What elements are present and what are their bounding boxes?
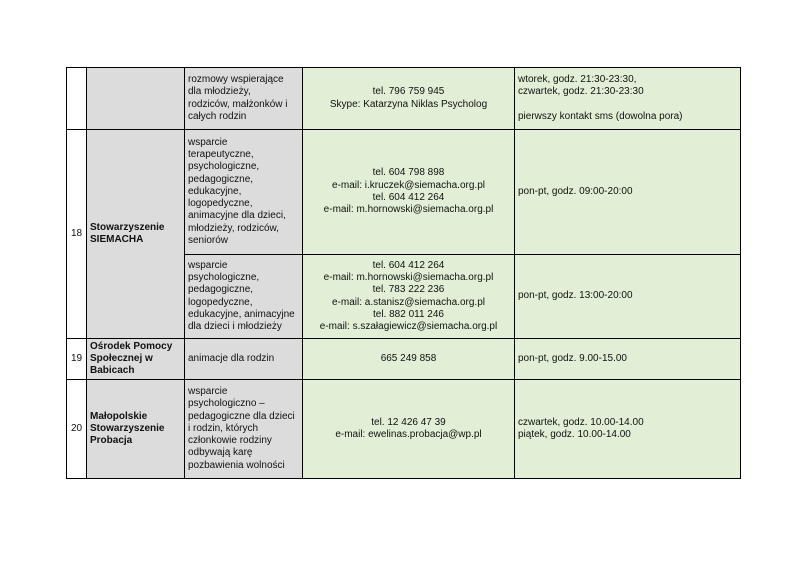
organization-cell: Ośrodek Pomocy Społecznej w Babicach bbox=[87, 339, 185, 380]
row-number-cell bbox=[67, 68, 87, 130]
description-cell: wsparcie psychologiczno – pedagogiczne dla dzieci i rodzin, których członkowie rodziny odbywają karę pozbawienia wolności bbox=[185, 380, 303, 479]
organization-cell: Stowarzyszenie SIEMACHA bbox=[87, 130, 185, 339]
description-cell: rozmowy wspierające dla młodzieży, rodziców, małżonków i całych rodzin bbox=[185, 68, 303, 130]
table-row bbox=[67, 68, 741, 130]
row-number-cell: 19 bbox=[67, 339, 87, 380]
hours-cell: wtorek, godz. 21:30-23:30, czwartek, godz. 21:30-23:30 pierwszy kontakt sms (dowolna pora) bbox=[515, 68, 741, 130]
contact-cell: 665 249 858 bbox=[303, 339, 515, 380]
hours-cell: pon-pt, godz. 13:00-20:00 bbox=[515, 255, 741, 339]
description-cell: animacje dla rodzin bbox=[185, 339, 303, 380]
row-number-cell: 18 bbox=[67, 130, 87, 339]
hours-cell: pon-pt, godz. 09:00-20:00 bbox=[515, 130, 741, 255]
table-row bbox=[67, 339, 741, 380]
table-row bbox=[67, 130, 741, 255]
hours-cell: czwartek, godz. 10.00-14.00 piątek, godz. 10.00-14.00 bbox=[515, 380, 741, 479]
description-cell: wsparcie terapeutyczne, psychologiczne, pedagogiczne, edukacyjne, logopedyczne, animacyjne dla dzieci, młodzieży, rodziców, seniorów bbox=[185, 130, 303, 255]
contact-cell: tel. 796 759 945 Skype: Katarzyna Niklas Psycholog bbox=[303, 68, 515, 130]
row-number-cell: 20 bbox=[67, 380, 87, 479]
contact-cell: tel. 604 412 264 e-mail: m.hornowski@siemacha.org.pl tel. 783 222 236 e-mail: a.stanisz@siemacha.org.pl tel. 882 011 246 e-mail: s.szałagiewicz@siemacha.org.pl bbox=[303, 255, 515, 339]
organization-cell bbox=[87, 68, 185, 130]
institutions-table bbox=[66, 67, 741, 479]
table-row bbox=[67, 380, 741, 479]
description-cell: wsparcie psychologiczne, pedagogiczne, logopedyczne, edukacyjne, animacyjne dla dzieci i młodzieży bbox=[185, 255, 303, 339]
contact-cell: tel. 604 798 898 e-mail: i.kruczek@siemacha.org.pl tel. 604 412 264 e-mail: m.hornowski@siemacha.org.pl bbox=[303, 130, 515, 255]
organization-cell: Małopolskie Stowarzyszenie Probacja bbox=[87, 380, 185, 479]
contact-cell: tel. 12 426 47 39 e-mail: ewelinas.probacja@wp.pl bbox=[303, 380, 515, 479]
hours-cell: pon-pt, godz. 9.00-15.00 bbox=[515, 339, 741, 380]
